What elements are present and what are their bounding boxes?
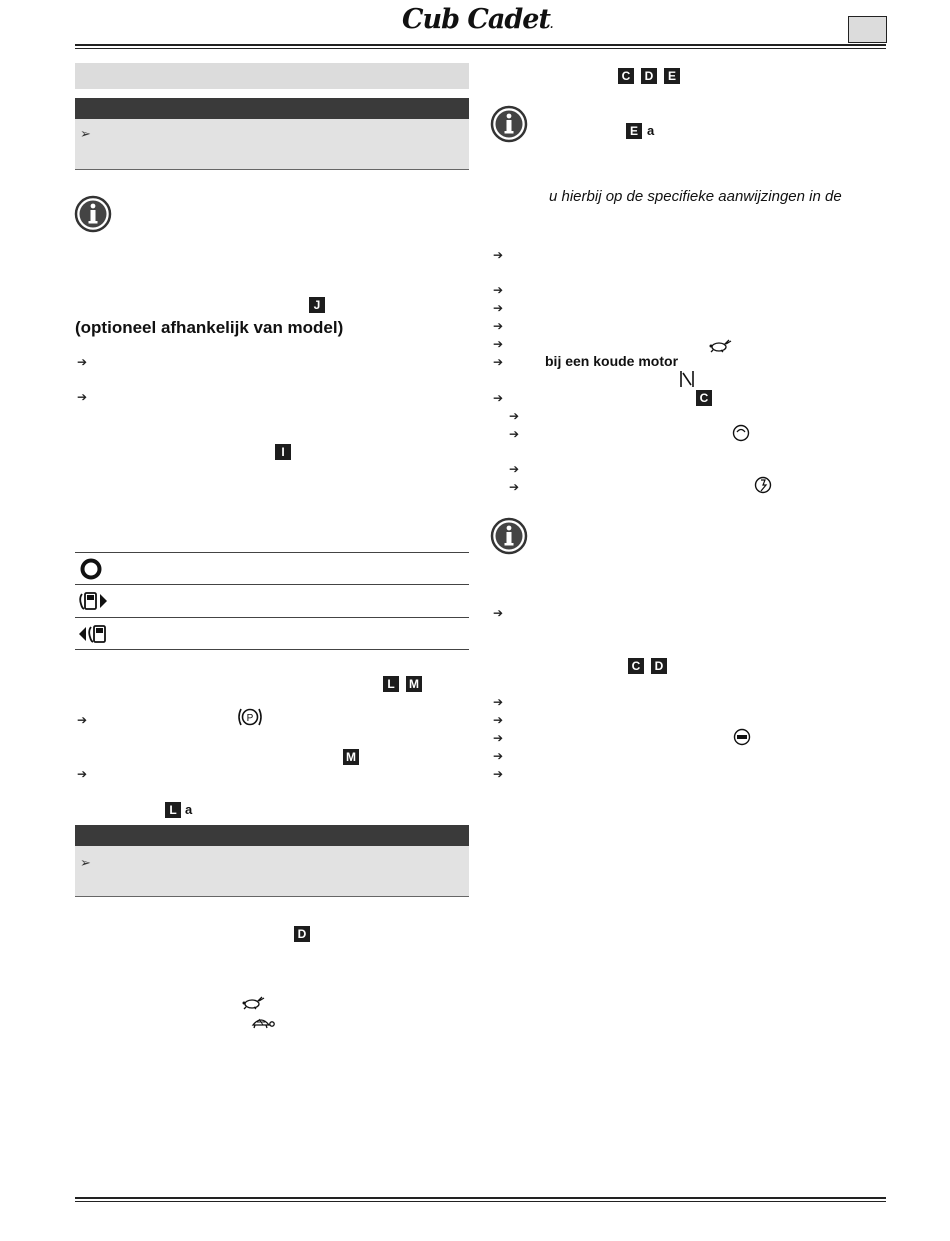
- section-title-band: [75, 63, 469, 89]
- instruction-italic: u hierbij op de specifieke aanwijzingen in de: [549, 188, 842, 205]
- fuel-open-icon: [78, 590, 110, 612]
- arrow-icon: ➔: [493, 355, 504, 369]
- fuel-closed-icon: [78, 623, 110, 645]
- table-rule: [75, 584, 469, 585]
- chevron-icon: ➢: [80, 855, 91, 870]
- start-key-icon: [732, 423, 750, 443]
- footer-rule: [75, 1197, 886, 1199]
- arrow-icon: ➔: [77, 355, 88, 369]
- arrow-icon: ➔: [77, 767, 88, 781]
- letter-box-m: M: [343, 749, 359, 765]
- arrow-icon: ➔: [77, 713, 88, 727]
- letter-box-l: L: [383, 676, 399, 692]
- arrow-icon: ➔: [493, 606, 504, 620]
- arrow-icon: ➔: [493, 713, 504, 727]
- rabbit-fast-icon: [240, 992, 266, 1010]
- svg-text:P: P: [246, 713, 254, 724]
- figure-ref-a: a: [647, 123, 655, 138]
- warning-panel: [75, 119, 469, 170]
- turtle-slow-icon: [249, 1014, 277, 1030]
- letter-box-c: C: [696, 390, 712, 406]
- arrow-icon: ➔: [493, 767, 504, 781]
- table-rule: [75, 617, 469, 618]
- arrow-icon: ➔: [493, 695, 504, 709]
- brand-logo: Cub Cadet.: [402, 4, 553, 35]
- off-circle-icon: [79, 557, 103, 581]
- parking-brake-icon: [236, 706, 264, 728]
- info-icon: [490, 517, 528, 555]
- letter-box-d: D: [651, 658, 667, 674]
- ignition-icon: [754, 475, 772, 495]
- letter-box-l: L: [165, 802, 181, 818]
- letter-box-c: C: [628, 658, 644, 674]
- arrow-icon: ➔: [493, 283, 504, 297]
- arrow-icon: ➔: [493, 301, 504, 315]
- warning-header-band: [75, 825, 469, 846]
- table-rule: [75, 649, 469, 650]
- letter-box-e: E: [664, 68, 680, 84]
- info-icon: [74, 195, 112, 233]
- letter-box-i: I: [275, 444, 291, 460]
- letter-box-j: J: [309, 297, 325, 313]
- arrow-icon: ➔: [509, 462, 520, 476]
- letter-box-e: E: [626, 123, 642, 139]
- section-heading: (optioneel afhankelijk van model): [75, 318, 344, 337]
- arrow-icon: ➔: [77, 390, 88, 404]
- arrow-icon: ➔: [493, 749, 504, 763]
- arrow-icon: ➔: [493, 248, 504, 262]
- arrow-icon: ➔: [493, 319, 504, 333]
- arrow-icon: ➔: [509, 409, 520, 423]
- language-box: [848, 16, 887, 43]
- stop-icon: [733, 727, 751, 747]
- info-icon: [490, 105, 528, 143]
- rabbit-fast-icon: [707, 335, 733, 353]
- table-rule: [75, 552, 469, 553]
- figure-ref-a: a: [185, 802, 193, 817]
- letter-box-d: D: [641, 68, 657, 84]
- footer-rule-thin: [75, 1201, 886, 1202]
- arrow-icon: ➔: [493, 731, 504, 745]
- letter-box-d: D: [294, 926, 310, 942]
- letter-box-m: M: [406, 676, 422, 692]
- arrow-icon: ➔: [509, 480, 520, 494]
- arrow-icon: ➔: [493, 391, 504, 405]
- arrow-icon: ➔: [493, 337, 504, 351]
- cold-engine-note: bij een koude motor: [545, 353, 679, 369]
- chevron-icon: ➢: [80, 126, 91, 141]
- warning-panel: [75, 846, 469, 897]
- choke-icon: [679, 370, 695, 388]
- header-rule-thin: [75, 48, 886, 49]
- arrow-icon: ➔: [509, 427, 520, 441]
- letter-box-c: C: [618, 68, 634, 84]
- header-rule: [75, 44, 886, 46]
- warning-header-band: [75, 98, 469, 119]
